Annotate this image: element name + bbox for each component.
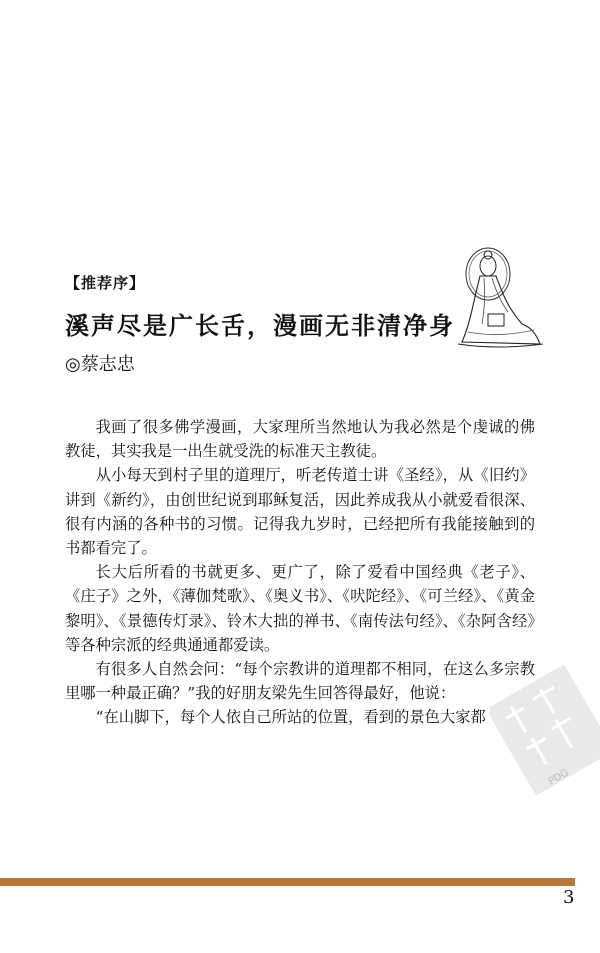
footer-rule: [0, 878, 575, 886]
paragraph: 有很多人自然会问：“每个宗教讲的道理都不相同，在这么多宗教里哪一种最正确？”我的好朋友梁先生回答得最好，他说：: [65, 660, 535, 703]
buddha-illustration: [448, 232, 548, 362]
watermark-text: PDG: [546, 767, 571, 788]
page-title: 溪声尽是广长舌，漫画无非清净身: [65, 312, 455, 340]
body-text: [65, 415, 535, 730]
author-line: ◎蔡志忠: [65, 354, 135, 375]
paragraph: “在山脚下，每个人依自己所站的位置，看到的景色大家都: [95, 708, 486, 727]
paragraph: 从小每天到村子里的道理厅，听老传道士讲《圣经》，从《旧约》讲到《新约》，由创世纪说到耶稣复活，因此养成我从小就爱看很深、很有内涵的各种书的习惯。记得我九岁时，已经把所有我能接触到的书都看完了。: [65, 466, 535, 558]
paragraph: 长大后所看的书就更多、更广了，除了爱看中国经典《老子》、《庄子》之外，《薄伽梵歌》、《奥义书》、《吠陀经》、《可兰经》、《黄金黎明》、《景德传灯录》、铃木大拙的禅书、《南传法句经》、《杂阿含经》等各种宗派的经典通通都爱读。: [65, 563, 535, 654]
section-label: 【推荐序】: [65, 274, 146, 292]
paragraph: 我画了很多佛学漫画，大家理所当然地认为我必然是个虔诚的佛教徒，其实我是一出生就受洗的标准天主教徒。: [65, 418, 535, 461]
page-number: 3: [563, 887, 575, 908]
watermark-seal-icon: [490, 660, 600, 800]
